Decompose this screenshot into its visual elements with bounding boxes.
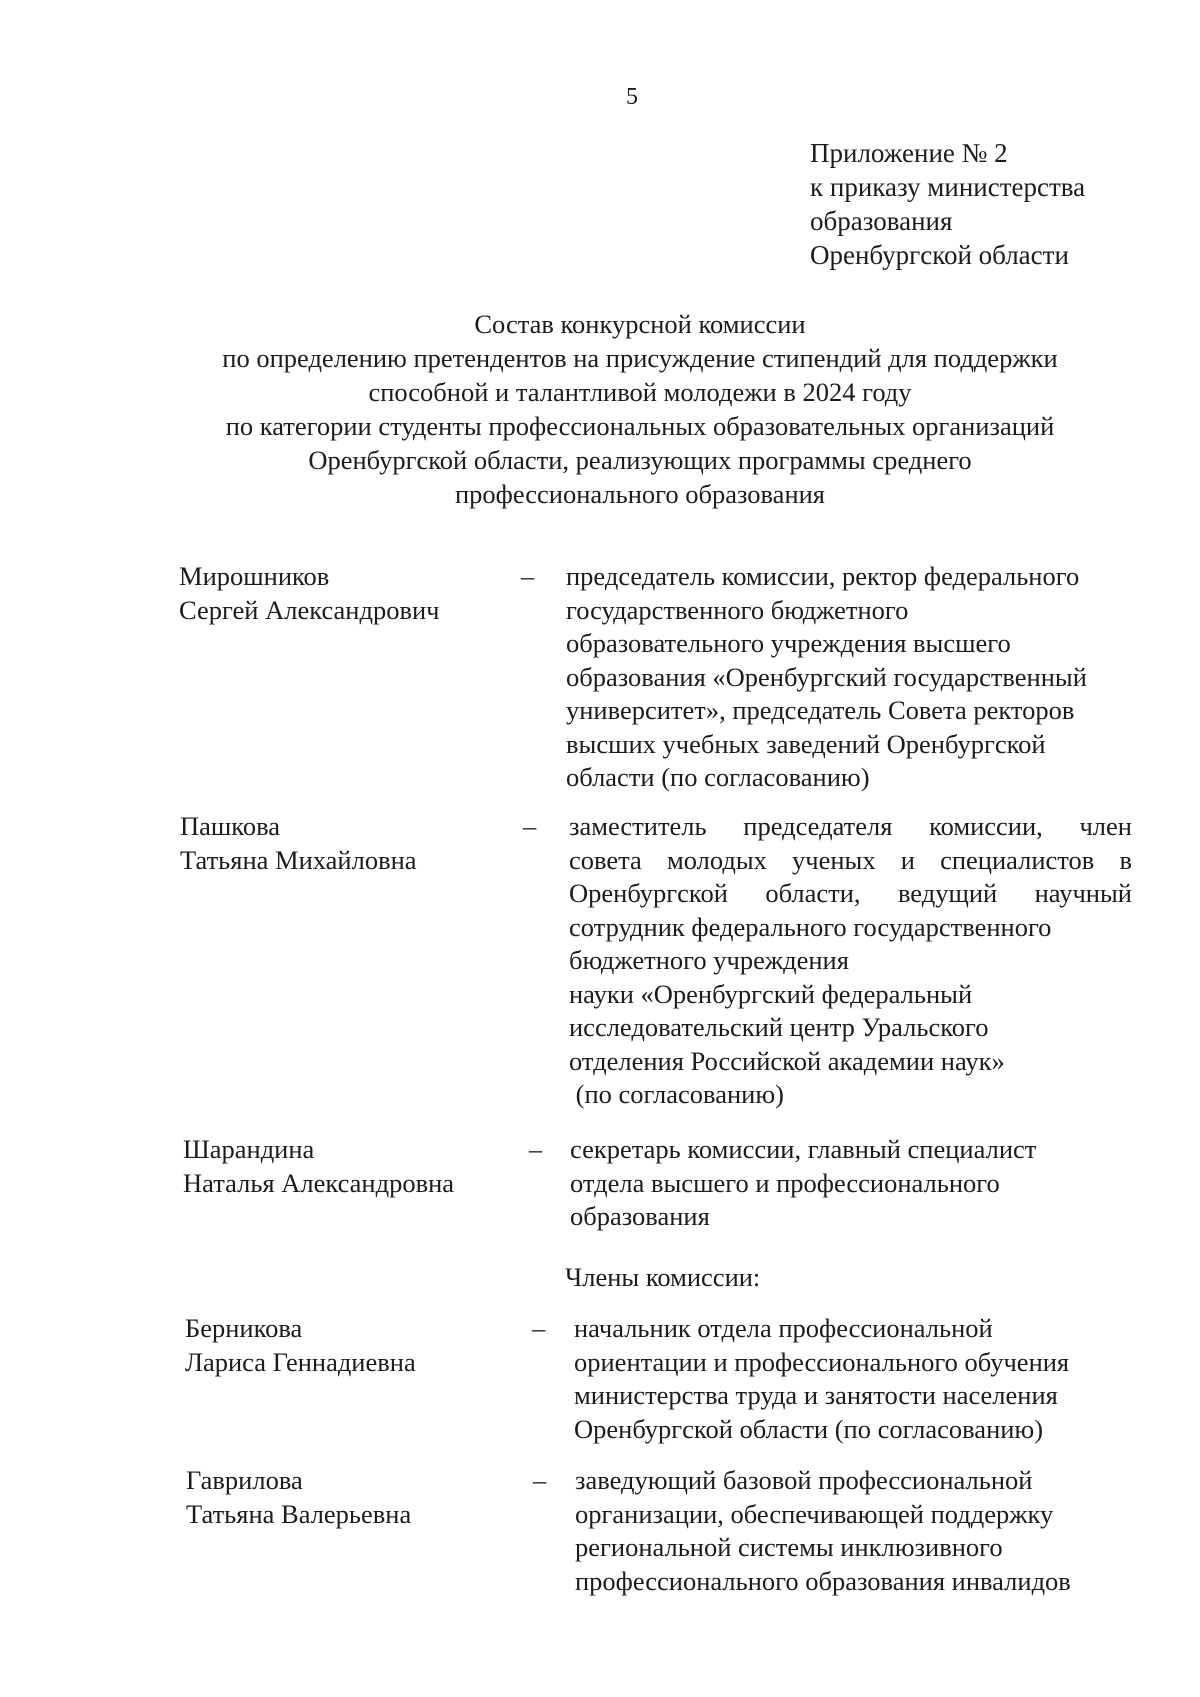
member-description: [575, 1464, 1071, 1598]
member-surname: Мирошников: [179, 561, 330, 591]
word: заместитель: [569, 811, 707, 841]
title-line: по категории студенты профессиональных образовательных организаций: [225, 411, 1055, 441]
member-description: [566, 560, 1087, 795]
appendix-line: Оренбургской области: [810, 240, 1069, 270]
word: член: [1079, 811, 1132, 841]
description-line: науки «Оренбургский федеральный: [569, 978, 973, 1009]
description-line: заведующий базовой профессиональной: [575, 1465, 1033, 1495]
description-line: профессионального образования инвалидов: [575, 1565, 1071, 1596]
word: совета: [569, 844, 642, 875]
member-dash: –: [532, 1313, 546, 1343]
member-name: [180, 810, 417, 877]
word: председателя: [743, 811, 893, 841]
word: специалистов: [940, 844, 1095, 875]
description-line: государственного бюджетного: [566, 594, 909, 625]
description-line: университет», председатель Совета ректоров: [566, 695, 1075, 725]
member-surname: Шарандина: [183, 1134, 315, 1164]
description-line: Оренбургской области (по согласованию): [574, 1413, 1044, 1444]
member-given-name: Лариса Геннадиевна: [185, 1346, 416, 1377]
description-line: отделения Российской академии наук»: [569, 1045, 1005, 1076]
member-given-name: Татьяна Валерьевна: [186, 1498, 412, 1529]
description-line: области (по согласованию): [566, 762, 870, 792]
appendix-reference: [810, 136, 1085, 272]
title-line: по определению претендентов на присуждение стипендий для поддержки: [222, 343, 1058, 373]
word: ученых: [792, 844, 876, 875]
member-dash: –: [521, 561, 535, 591]
member-dash: –: [523, 811, 537, 841]
word: научный: [1034, 878, 1132, 908]
description-line: министерства труда и занятости населения: [574, 1380, 1058, 1410]
description-line: сотрудник федерального государственного: [569, 911, 1052, 942]
member-surname: Пашкова: [180, 811, 281, 841]
document-title: [160, 307, 1120, 511]
title-line: способной и талантливой молодежи в 2024 году: [368, 377, 912, 407]
title-line: Оренбургской области, реализующих программы среднего: [308, 445, 972, 475]
appendix-line: к приказу министерства: [810, 172, 1086, 202]
word: молодых: [666, 844, 767, 875]
members-heading: Члены комиссии:: [565, 1262, 761, 1292]
member-dash: –: [533, 1465, 547, 1495]
description-line: образования «Оренбургский государственный: [566, 661, 1087, 692]
word: комиссии,: [929, 811, 1043, 841]
appendix-line: Приложение № 2: [810, 138, 1008, 168]
member-description: [569, 810, 1132, 1112]
member-name: [183, 1133, 454, 1200]
member-dash: –: [529, 1134, 543, 1164]
description-line: [569, 877, 1132, 911]
member-name: [179, 560, 439, 627]
word: области,: [765, 878, 861, 908]
word: и: [900, 844, 915, 875]
description-line: секретарь комиссии, главный специалист: [570, 1134, 1037, 1164]
description-line: бюджетного учреждения: [569, 945, 849, 975]
member-name: [185, 1312, 416, 1379]
description-line: председатель комиссии, ректор федерального: [566, 561, 1080, 591]
description-line: образовательного учреждения высшего: [566, 628, 1011, 658]
description-line: [569, 844, 1132, 878]
description-line: (по согласованию): [569, 1079, 784, 1109]
member-given-name: Наталья Александровна: [183, 1167, 455, 1198]
member-given-name: Сергей Александрович: [179, 594, 440, 625]
member-name: [186, 1464, 411, 1531]
description-line: исследовательский центр Уральского: [569, 1012, 989, 1042]
description-line: образования: [570, 1201, 710, 1231]
member-surname: Берникова: [185, 1313, 303, 1343]
title-line: Состав конкурсной комиссии: [474, 309, 806, 339]
page-number: 5: [626, 84, 638, 110]
member-description: [570, 1133, 1036, 1234]
word: в: [1119, 844, 1132, 875]
title-line: профессионального образования: [454, 479, 826, 509]
word: ведущий: [897, 878, 998, 908]
description-line: организации, обеспечивающей поддержку: [575, 1498, 1054, 1529]
word: Оренбургской: [569, 878, 728, 908]
member-description: [574, 1312, 1069, 1446]
description-justified-block: [569, 810, 1132, 911]
appendix-line: образования: [810, 206, 953, 236]
description-line: отдела высшего и профессионального: [570, 1167, 1000, 1198]
member-given-name: Татьяна Михайловна: [180, 844, 417, 875]
description-line: ориентации и профессионального обучения: [574, 1346, 1070, 1377]
description-line: начальник отдела профессиональной: [574, 1313, 993, 1343]
description-line: высших учебных заведений Оренбургской: [566, 728, 1046, 759]
description-line: региональной системы инклюзивного: [575, 1532, 1003, 1562]
member-surname: Гаврилова: [186, 1465, 303, 1495]
description-line: [569, 810, 1132, 844]
